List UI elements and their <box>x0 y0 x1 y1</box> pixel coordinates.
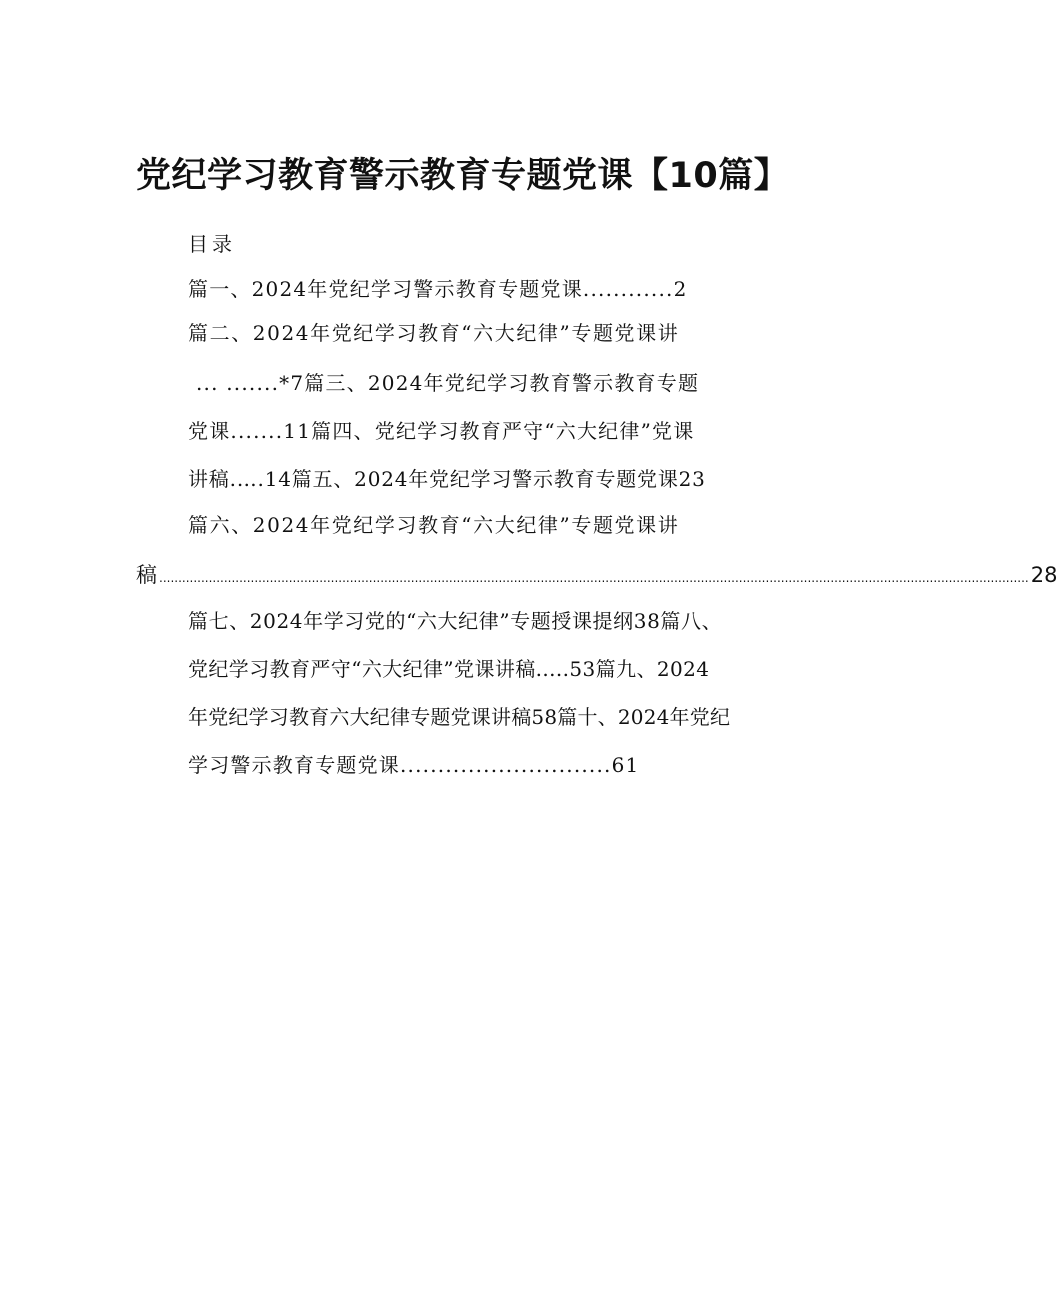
dot-leader: .................................................................................................................................................................................................................................... <box>159 571 1029 585</box>
toc-line-dotted <box>136 560 1057 593</box>
toc-line: 党纪学习教育严守“六大纪律”党课讲稿.....53篇九、2024 <box>188 657 710 681</box>
toc-line: 年党纪学习教育六大纪律专题党课讲稿58篇十、2024年党纪 <box>188 705 731 729</box>
toc-line: ... .......*7篇三、2024年党纪学习教育警示教育专题 <box>196 371 700 395</box>
toc-line: 篇六、2024年党纪学习教育“六大纪律”专题党课讲 <box>188 513 680 537</box>
toc-line: 党课.......11篇四、党纪学习教育严守“六大纪律”党课 <box>188 419 695 443</box>
document-title: 党纪学习教育警示教育专题党课【10篇】 <box>136 156 790 196</box>
toc-line: 学习警示教育专题党课............................61 <box>188 753 640 777</box>
toc-line: 讲稿.….14篇五、2024年党纪学习警示教育专题党课23 <box>188 467 706 491</box>
toc-line-text: 稿 <box>136 563 157 587</box>
toc-page-number: 28 <box>1030 563 1057 587</box>
toc-line: 篇七、2024年学习党的“六大纪律”专题授课提纲38篇八、 <box>188 609 723 633</box>
toc-line: 篇一、2024年党纪学习警示教育专题党课............2 <box>188 277 688 301</box>
toc-line: 篇二、2024年党纪学习教育“六大纪律”专题党课讲 <box>188 321 680 345</box>
toc-heading: 目录 <box>188 232 236 256</box>
